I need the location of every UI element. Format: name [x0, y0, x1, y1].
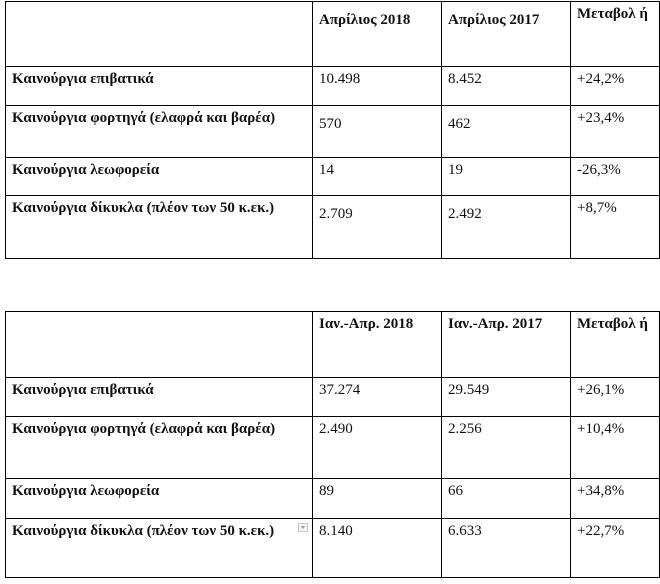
row-label: Καινούργια φορτηγά (ελαφρά και βαρέα) [6, 106, 313, 158]
cell-value-2018: 570 [313, 106, 442, 158]
table-row [6, 158, 660, 196]
cell-change: +10,4% [571, 417, 660, 479]
cell-value-2017: 8.452 [442, 67, 571, 106]
table-row [6, 378, 660, 417]
table-row [6, 479, 660, 519]
row-label: Καινούργια λεωφορεία [6, 158, 313, 196]
cell-value-2018: 8.140 [313, 519, 442, 578]
cell-value-2017: 66 [442, 479, 571, 519]
cell-change: +23,4% [571, 106, 660, 158]
row-label: Καινούργια φορτηγά (ελαφρά και βαρέα) [6, 417, 313, 479]
cell-value-2017: 6.633 [442, 519, 571, 578]
cell-value-2018: 89 [313, 479, 442, 519]
dropdown-arrow-icon[interactable] [298, 523, 308, 532]
cell-change: +22,7% [571, 519, 660, 578]
table-header-row [6, 312, 660, 378]
header-cell-empty [6, 2, 313, 67]
cell-value-2017: 2.256 [442, 417, 571, 479]
cell-change: +8,7% [571, 196, 660, 259]
cell-change: +34,8% [571, 479, 660, 519]
cell-value-2018: 10.498 [313, 67, 442, 106]
header-cell-jan-apr-2018: Ιαν.-Απρ. 2018 [313, 312, 442, 378]
row-label: Καινούργια δίκυκλα (πλέον των 50 κ.εκ.) [12, 523, 275, 539]
table-row [6, 417, 660, 479]
table-row [6, 106, 660, 158]
cell-change: -26,3% [571, 158, 660, 196]
cell-change: +26,1% [571, 378, 660, 417]
cell-value-2017: 2.492 [442, 196, 571, 259]
header-cell-jan-apr-2017: Ιαν.-Απρ. 2017 [442, 312, 571, 378]
cell-value-2018: 14 [313, 158, 442, 196]
cell-value-2018: 2.490 [313, 417, 442, 479]
row-label: Καινούργια επιβατικά [6, 378, 313, 417]
cell-value-2018: 37.274 [313, 378, 442, 417]
header-cell-april-2018: Απρίλιος 2018 [313, 2, 442, 67]
row-label-cell [6, 519, 313, 578]
cell-value-2017: 29.549 [442, 378, 571, 417]
header-cell-april-2017: Απρίλιος 2017 [442, 2, 571, 67]
monthly-registrations-table [5, 1, 660, 259]
row-label: Καινούργια επιβατικά [6, 67, 313, 106]
header-cell-empty [6, 312, 313, 378]
cell-change: +24,2% [571, 67, 660, 106]
table-row [6, 67, 660, 106]
row-label: Καινούργια λεωφορεία [6, 479, 313, 519]
table-row [6, 519, 660, 578]
table-row [6, 196, 660, 259]
table-header-row [6, 2, 660, 67]
cell-value-2017: 462 [442, 106, 571, 158]
ytd-registrations-table [5, 311, 660, 578]
header-cell-change: Μεταβολ ή [571, 2, 660, 67]
header-cell-change: Μεταβολ ή [571, 312, 660, 378]
row-label: Καινούργια δίκυκλα (πλέον των 50 κ.εκ.) [6, 196, 313, 259]
cell-value-2018: 2.709 [313, 196, 442, 259]
cell-value-2017: 19 [442, 158, 571, 196]
